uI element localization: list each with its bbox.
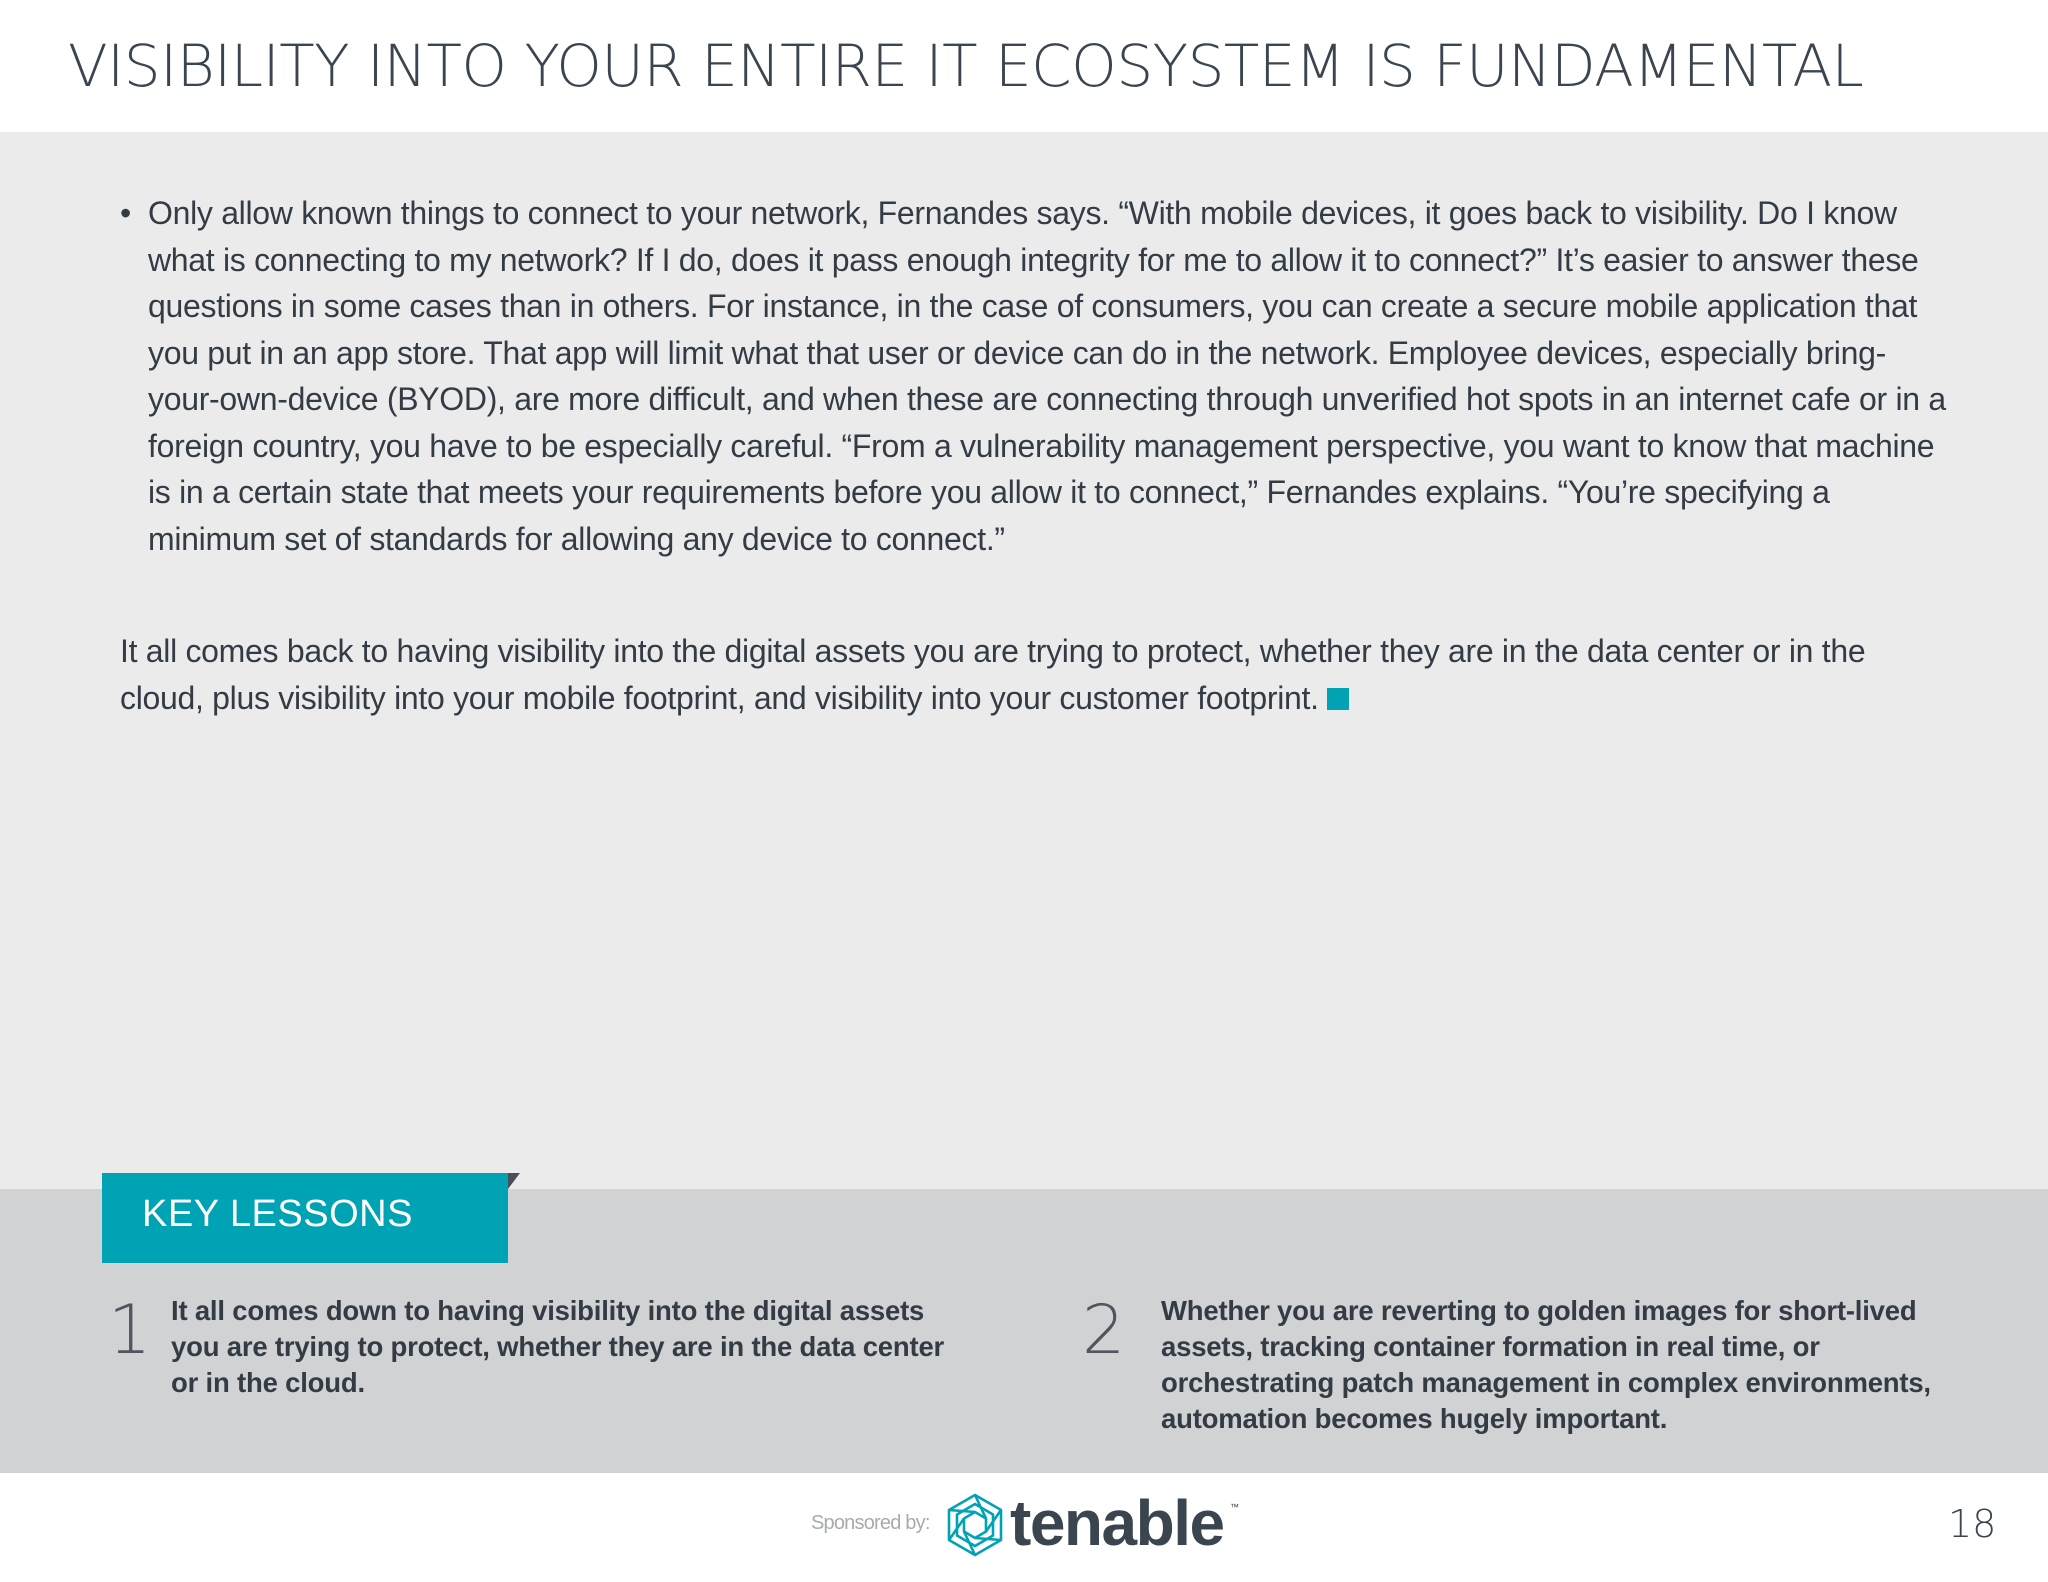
lesson-text-2: Whether you are reverting to golden images for short-lived assets, tracking container formation in real time, or orchestrating patch management in complex environments, automation becomes hugely important.	[1161, 1295, 1931, 1434]
sponsored-label: Sponsored by:	[811, 1512, 930, 1534]
lesson-number-1: 1	[108, 1291, 152, 1370]
closing-text: It all comes back to having visibility into the digital assets you are trying to protect, whether they are in the data center or in the cloud, plus visibility into your mobile footprint, and visibility into your customer footprint.	[120, 633, 1866, 716]
key-lessons-tab-fold	[508, 1173, 520, 1189]
tenable-logo-text: tenable	[1010, 1487, 1224, 1559]
tenable-hexagon-icon	[942, 1492, 1008, 1558]
page-title: VISIBILITY INTO YOUR ENTIRE IT ECOSYSTEM IS FUNDAMENTAL	[68, 32, 1864, 100]
bullet-paragraph: Only allow known things to connect to your network, Fernandes says. “With mobile devices, it goes back to visibility. Do I know what is connecting to my network? If I do, does it pass enough integrity for me to allow it to connect?” It’s easier to answer these questions in some cases than in others. For instance, in the case of consumers, you can create a secure mobile application that you put in an app store. That app will limit what that user or device can do in the network. Employee devices, especially bring-your-own-device (BYOD), are more difficult, and when these are connecting through unverified hot spots in an internet cafe or in a foreign country, you have to be especially careful. “From a vulnerability management perspective, you want to know that machine is in a certain state that meets your requirements before you allow it to connect,” Fernandes explains. “You’re specifying a minimum set of standards for allowing any device to connect.”	[148, 195, 1946, 557]
tenable-trademark: ™	[1230, 1502, 1239, 1512]
bullet-glyph: •	[120, 195, 132, 231]
lesson-text-1: It all comes down to having visibility into the digital assets you are trying to protect, whether they are in the data center or in the cloud.	[171, 1295, 945, 1398]
bullet-item	[120, 190, 1950, 562]
page-header	[0, 0, 2048, 132]
key-lessons-title: KEY LESSONS	[142, 1193, 413, 1235]
article-body	[0, 132, 2048, 1189]
page-number: 18	[1948, 1502, 1997, 1546]
end-of-article-mark	[1327, 688, 1349, 710]
closing-paragraph	[120, 628, 1950, 722]
lesson-number-2: 2	[1082, 1291, 1126, 1370]
